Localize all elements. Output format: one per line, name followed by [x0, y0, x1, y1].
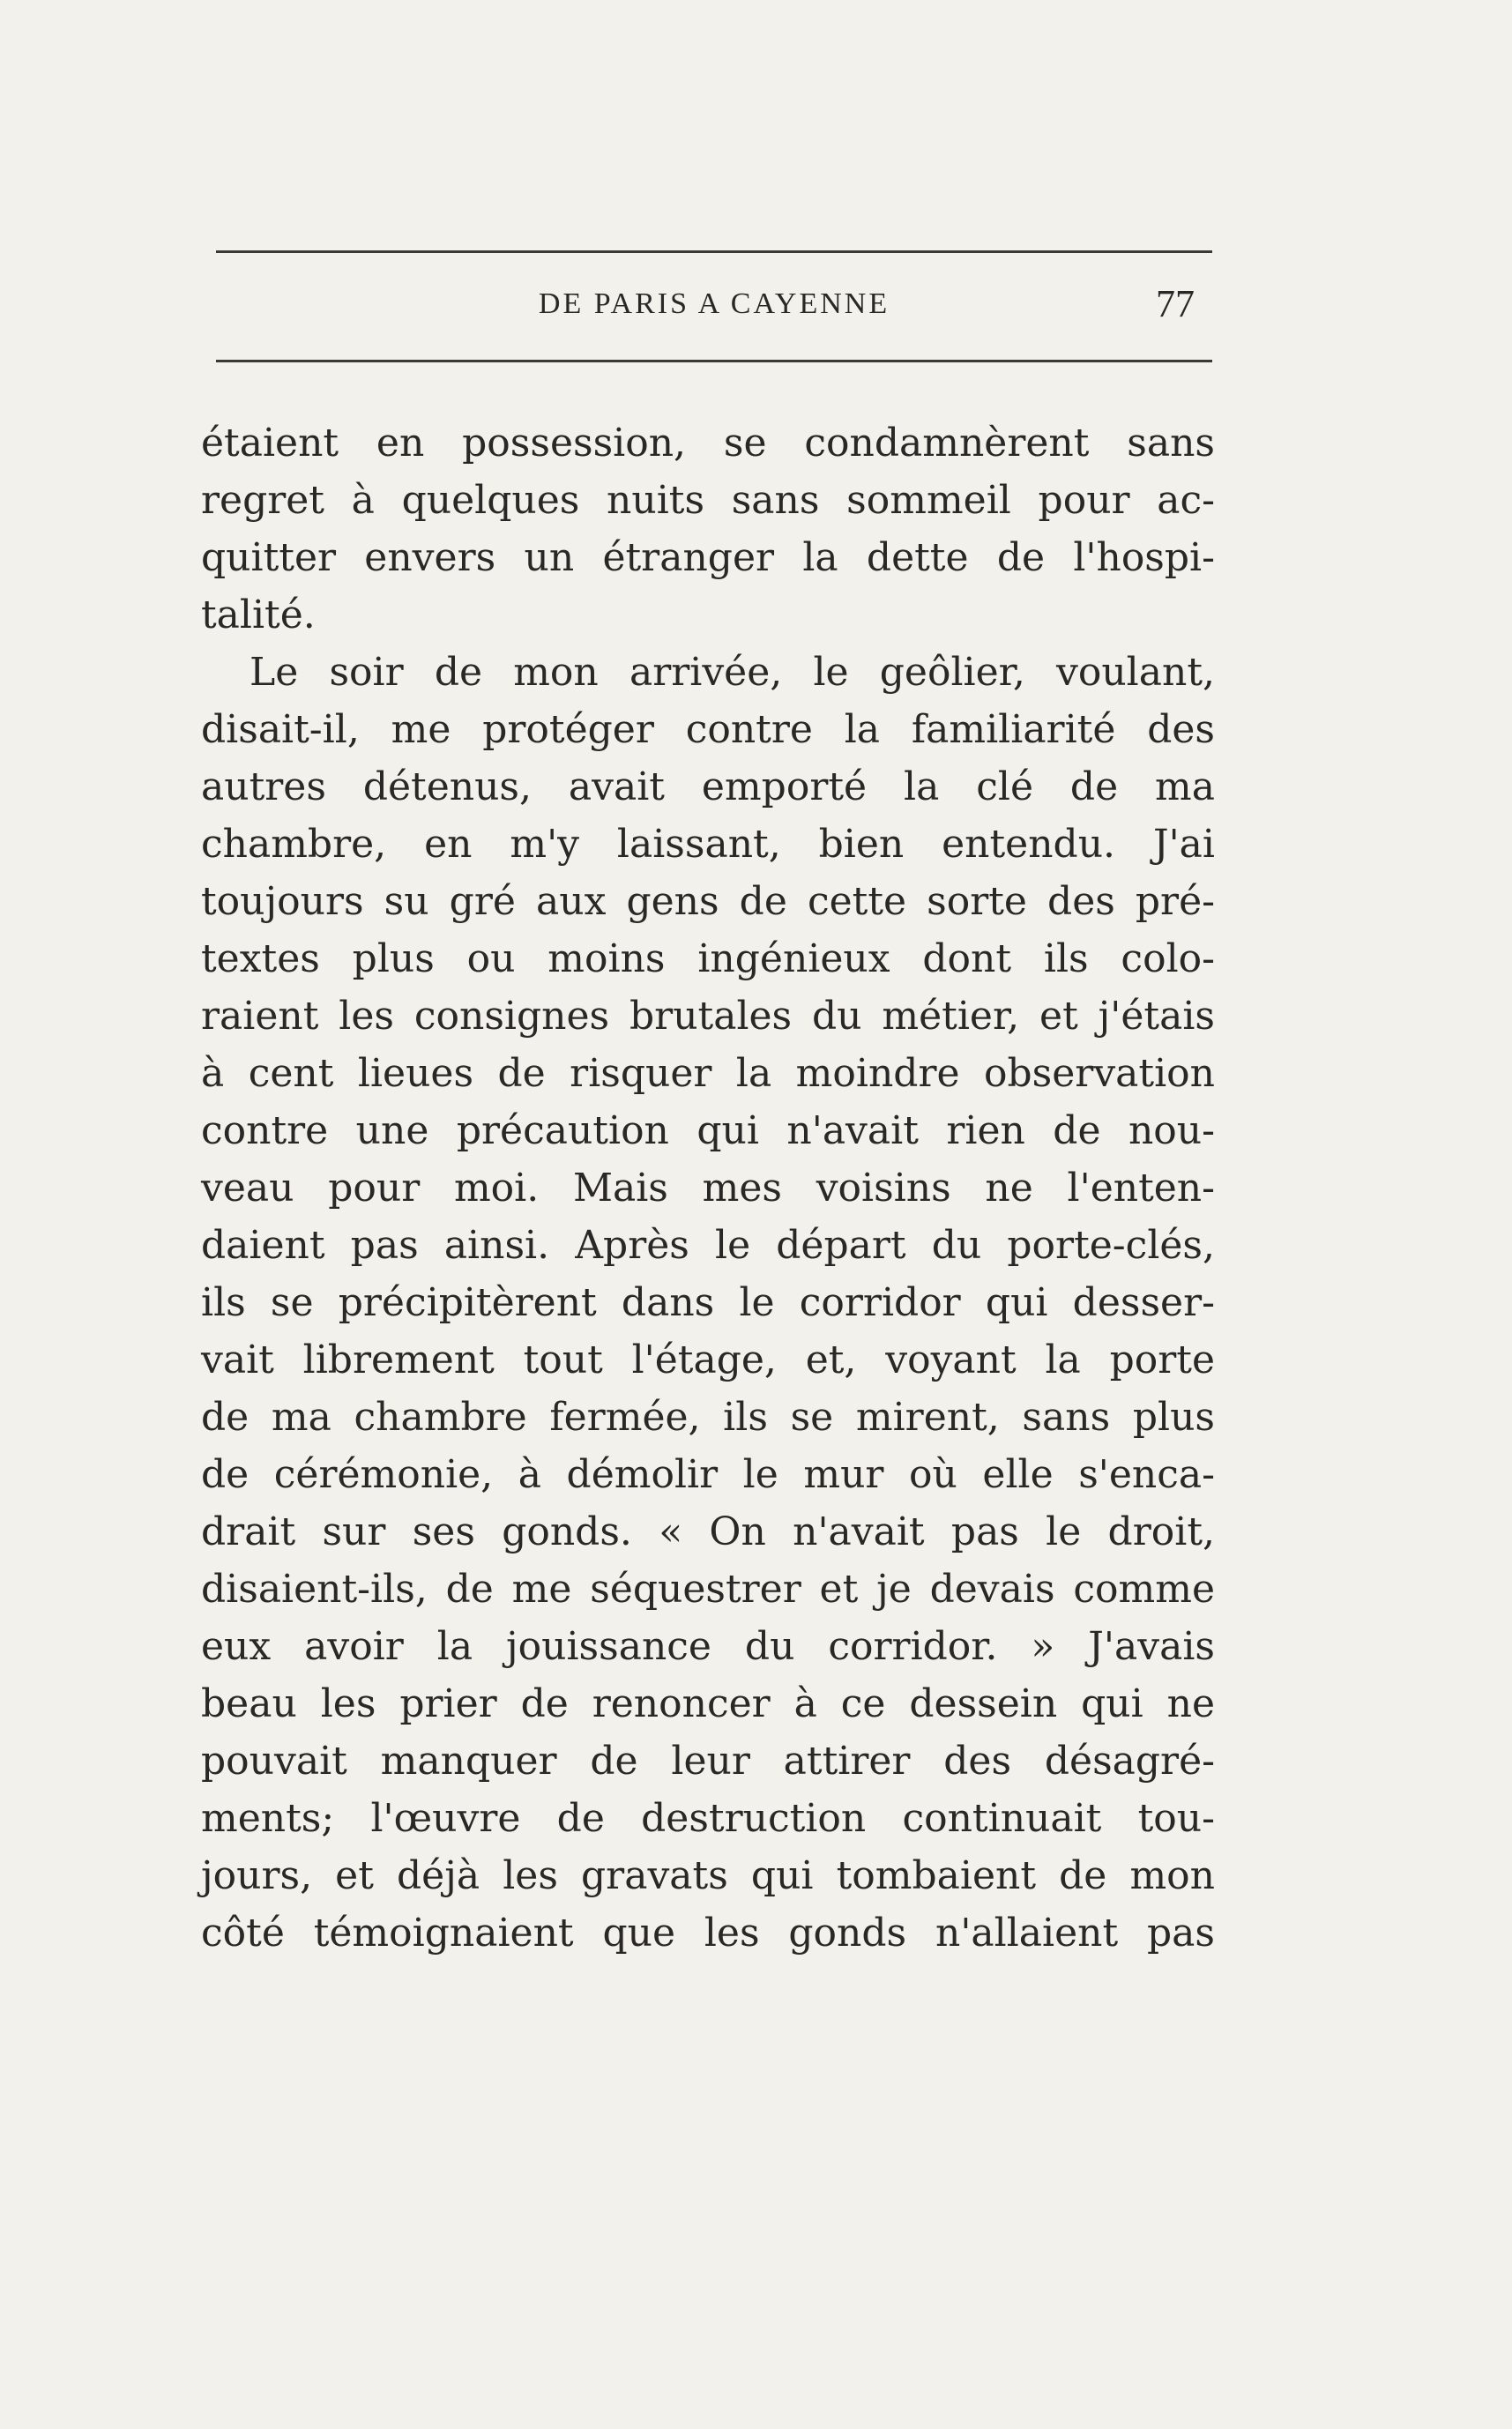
text-line: quitter envers un étranger la dette de l'hospi-: [201, 535, 1215, 580]
text-line: toujours su gré aux gens de cette sorte des pré-: [201, 879, 1215, 924]
text-line: de cérémonie, à démolir le mur où elle s'enca-: [201, 1452, 1215, 1497]
text-line: daient pas ainsi. Après le départ du porte-clés,: [201, 1223, 1215, 1268]
text-line: côté témoignaient que les gonds n'allaient pas: [201, 1911, 1215, 1956]
header-bottom-rule: [216, 360, 1212, 362]
text-line: disait-il, me protéger contre la familiarité des: [201, 707, 1215, 752]
running-head: [216, 278, 1212, 331]
text-line: eux avoir la jouissance du corridor. » J'avais: [201, 1624, 1215, 1669]
text-line: de ma chambre fermée, ils se mirent, sans plus: [201, 1395, 1215, 1440]
text-line: jours, et déjà les gravats qui tombaient de mon: [201, 1853, 1215, 1898]
text-line: veau pour moi. Mais mes voisins ne l'enten-: [201, 1166, 1215, 1211]
text-line: étaient en possession, se condamnèrent sans: [201, 421, 1215, 466]
text-line: drait sur ses gonds. « On n'avait pas le droit,: [201, 1509, 1215, 1554]
text-line: ils se précipitèrent dans le corridor qui desser-: [201, 1280, 1215, 1325]
body-text: [201, 414, 1215, 1962]
text-line: raient les consignes brutales du métier, et j'étais: [201, 994, 1215, 1039]
text-line: autres détenus, avait emporté la clé de ma: [201, 764, 1215, 809]
header-top-rule: [216, 250, 1212, 253]
text-line: regret à quelques nuits sans sommeil pour ac-: [201, 478, 1215, 523]
text-line: talité.: [201, 592, 316, 637]
page-number: 77: [1156, 282, 1195, 325]
text-line: ments; l'œuvre de destruction continuait tou-: [201, 1796, 1215, 1841]
text-line: contre une précaution qui n'avait rien de nou-: [201, 1108, 1215, 1153]
text-line: pouvait manquer de leur attirer des désagré-: [201, 1739, 1215, 1784]
text-line: textes plus ou moins ingénieux dont ils colo-: [201, 936, 1215, 981]
text-line: Le soir de mon arrivée, le geôlier, voulant,: [250, 650, 1215, 695]
text-line: beau les prier de renoncer à ce dessein qui ne: [201, 1681, 1215, 1726]
text-line: disaient-ils, de me séquestrer et je devais comme: [201, 1567, 1215, 1612]
text-line: chambre, en m'y laissant, bien entendu. J'ai: [201, 822, 1215, 867]
running-title: DE PARIS A CAYENNE: [538, 287, 890, 320]
text-line: vait librement tout l'étage, et, voyant la porte: [201, 1337, 1215, 1382]
text-line: à cent lieues de risquer la moindre observation: [201, 1051, 1215, 1096]
